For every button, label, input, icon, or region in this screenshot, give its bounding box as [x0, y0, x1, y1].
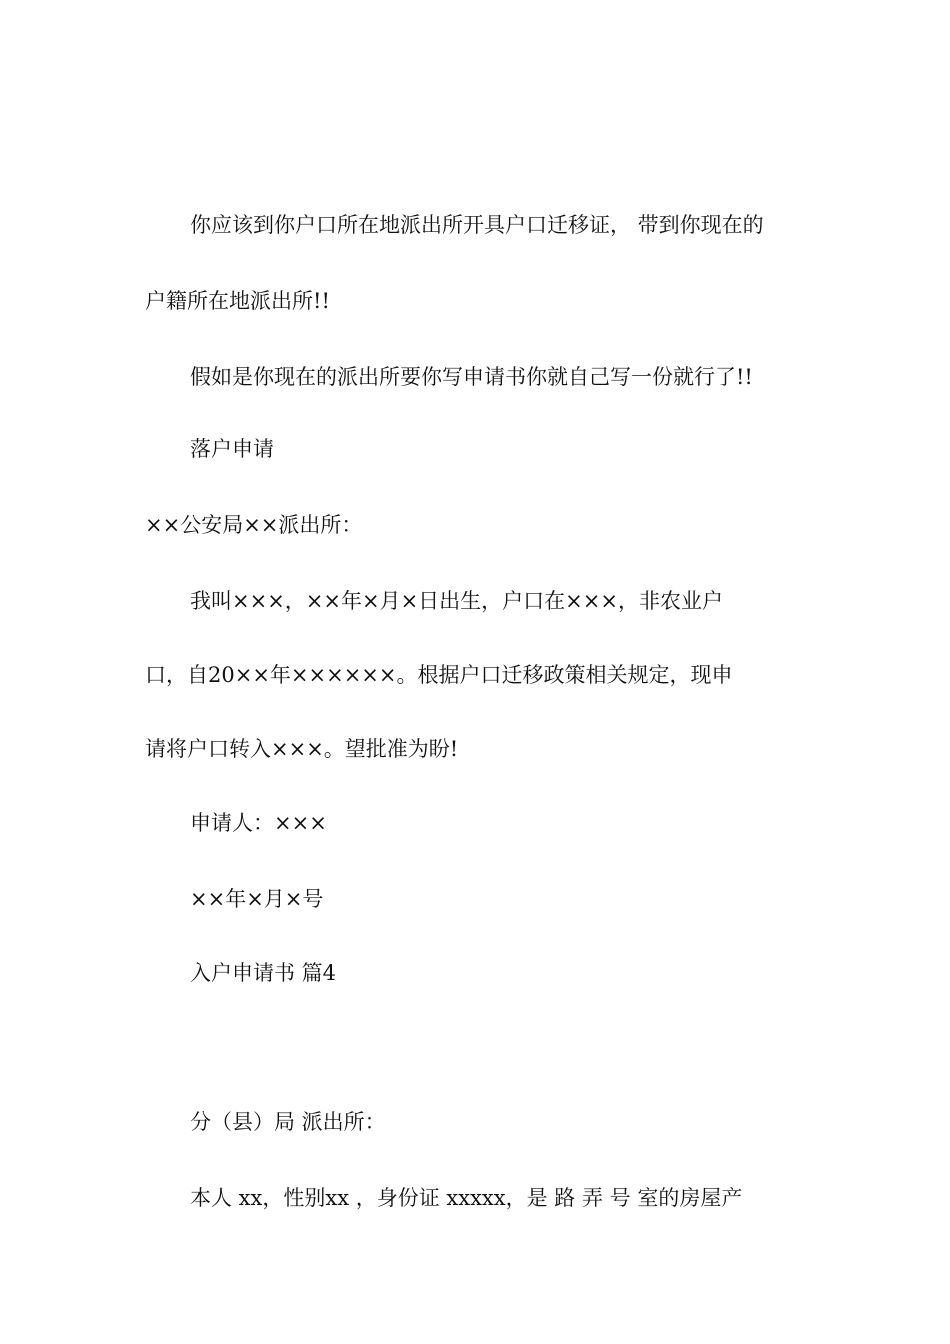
paragraph-line: 我叫×××，××年×月×日出生，户口在×××，非农业户 [190, 589, 723, 613]
section-heading: 入户申请书 篇4 [190, 961, 337, 985]
paragraph-line: 户籍所在地派出所!! [145, 289, 330, 313]
applicant-signature: 申请人：××× [190, 811, 327, 835]
letter-salutation: ××公安局××派出所： [145, 513, 363, 537]
paragraph-line: 口，自20××年××××××。根据户口迁移政策相关规定，现申 [145, 663, 733, 687]
paragraph-line: 假如是你现在的派出所要你写申请书你就自己写一份就行了!! [190, 365, 753, 389]
letter-date: ××年×月×号 [190, 887, 324, 911]
letter-salutation: 分（县）局 派出所： [190, 1110, 386, 1134]
paragraph-line: 请将户口转入×××。望批准为盼! [145, 737, 459, 761]
paragraph-line: 你应该到你户口所在地派出所开具户口迁移证， 带到你现在的 [190, 213, 764, 237]
section-heading: 落户申请 [190, 437, 274, 461]
paragraph-line: 本人 xx，性别xx ，身份证 xxxxx，是 路 弄 号 室的房屋产 [190, 1186, 743, 1210]
